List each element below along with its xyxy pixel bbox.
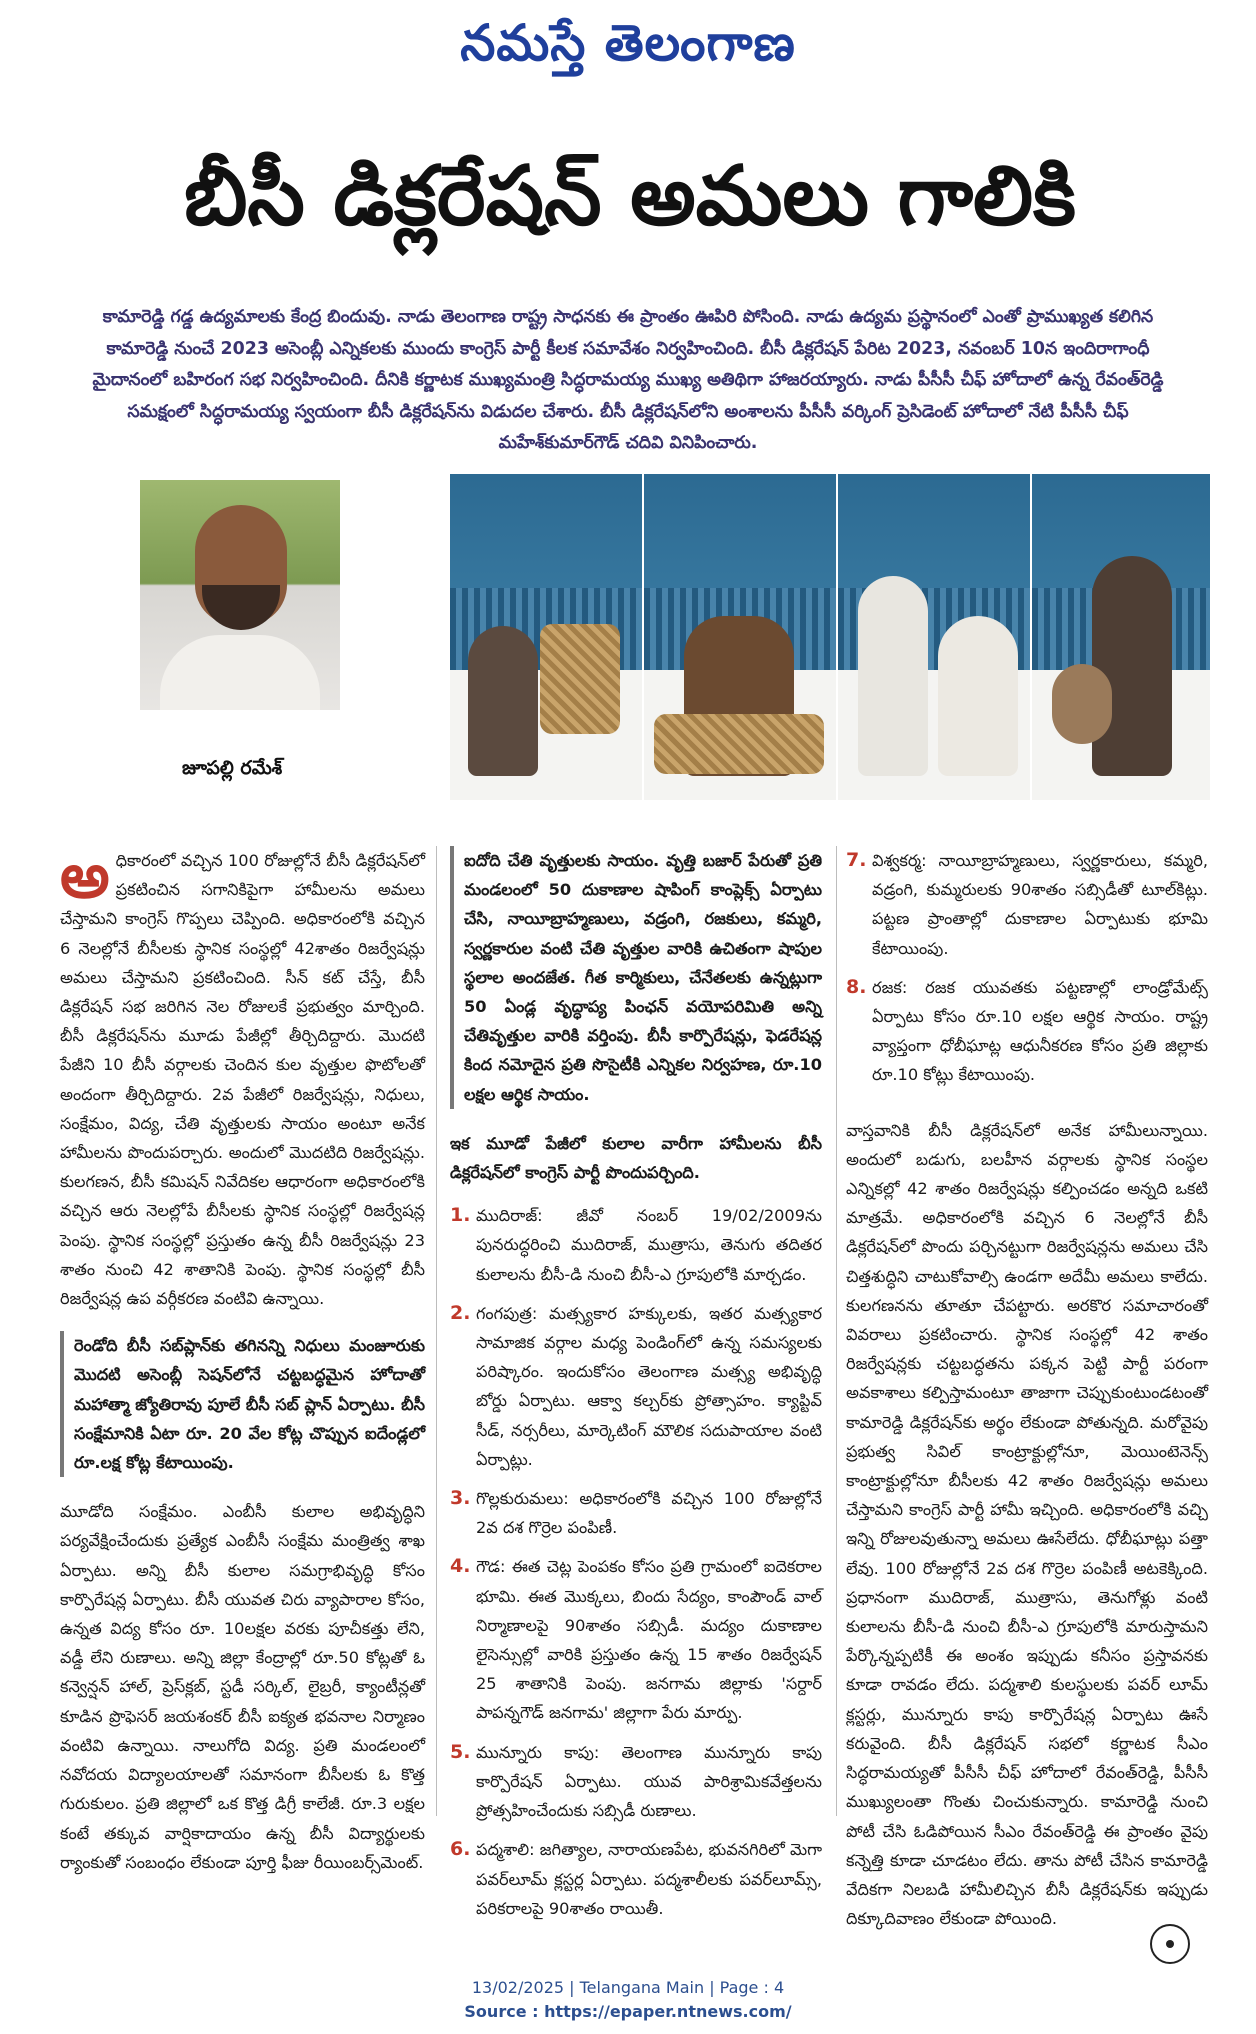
end-mark-icon [1150,1924,1190,1964]
article-intro: కామారెడ్డి గడ్డ ఉద్యమాలకు కేంద్ర బిందువు. నాడు తెలంగాణ రాష్ట్ర సాధనకు ఈ ప్రాంతం ఊపిరి పోసింది. నాడు ఉద్యమ ప్రస్థానంలో ఎంతో ప్రాముఖ్యత కలిగిన కామారెడ్డి నుంచే 2023 అసెంబ్లీ ఎన్నికలకు ముందు కాంగ్రెస్ పార్టీ కీలక సమావేశం నిర్వహించింది. బీసీ డిక్లరేషన్ పేరిట 2023, నవంబర్ 10న ఇందిరాగాంధీ మైదానంలో బహిరంగ సభ నిర్వహించింది. దీనికి కర్ణాటక ముఖ్యమంత్రి సిద్ధరామయ్య ముఖ్య అతిథిగా హాజరయ్యారు. నాడు పీసీసీ చీఫ్ హోదాలో ఉన్న రేవంత్‌రెడ్డి సమక్షంలో సిద్ధరామయ్య స్వయంగా బీసీ డిక్లరేషన్‌ను విడుదల చేశారు. బీసీ డిక్లరేషన్‌లోని అంశాలను పీసీసీ వర్కింగ్ ప్రెసిడెంట్ హోదాలో నేటి పీసీసీ చీఫ్ మహేశ్‌కుమార్‌గౌడ్ చదివి వినిపించారు. [92,307,1164,453]
page-footer [0,1976,1256,2024]
list-item: 2. గంగపుత్ర: మత్స్యకార హక్కులకు, ఇతర మత్స్యకార సామాజిక వర్గాల మధ్య పెండింగ్‌లో ఉన్న సమస్యలకు పరిష్కారం. ఇందుకోసం తెలంగాణ మత్స్య అభివృద్ధి బోర్డు ఏర్పాటు. ఆక్వా కల్చర్‌కు ప్రోత్సాహం. క్యాప్టివ్ సీడ్, నర్సరీలు, మార్కెటింగ్ మౌలిక సదుపాయాల వంటి ఏర్పాట్లు. [450,1301,822,1469]
opening-paragraph: అధికారంలో వచ్చిన 100 రోజుల్లోనే బీసీ డిక్లరేషన్‌లో ప్రకటించిన సగానికిపైగా హామీలను అమలు చేస్తామని కాంగ్రెస్ గొప్పలు చెప్పింది. అధికారంలోకి వచ్చిన 6 నెలల్లోనే బీసీలకు స్థానిక సంస్థల్లో 42శాతం రిజర్వేషన్లు అమలు చేస్తామని ప్రకటించింది. సీన్ కట్ చేస్తే, బీసీ డిక్లరేషన్ సభ జరిగిన నెల రోజులకే ప్రభుత్వం మార్చింది. బీసీ డిక్లరేషన్‌ను మూడు పేజీల్లో తీర్చిదిద్దారు. మొదటి పేజీని 10 బీసీ వర్గాలకు చెందిన కుల వృత్తుల ఫొటోలతో అందంగా తీర్చిదిద్దారు. 2వ పేజీలో రిజర్వేషన్లు, నిధులు, సంక్షేమం, విద్య, చేతి వృత్తులకు సాయం అంటూ అనేక హామీలను పొందుపర్చారు. అందులో మొదటిది రిజర్వేషన్లు. కులగణన, బీసీ కమిషన్ నివేదికల ఆధారంగా అధికారంలోకి వచ్చిన ఆరు నెలల్లోపే బీసీలకు స్థానిక సంస్థల్లో రిజర్వేషన్ల పెంపు. స్థానిక సంస్థల్లో ప్రస్తుతం ఉన్న బీసీ రిజర్వేషన్లు 23 శాతం నుంచి 42 శాతానికి పెంపు. స్థానిక సంస్థల్లో బీసీ రిజర్వేషన్ల ఉప వర్గీకరణ వంటివి ఉన్నాయి. [60,839,425,1309]
pullquote-callout: రెండోది బీసీ సబ్‌ప్లాన్‌కు తగినన్ని నిధులు మంజూరుకు మొదటి అసెంబ్లీ సెషన్‌లోనే చట్టబద్ధమైన హోదాతో మహాత్మా జ్యోతిరావు పూలే బీసీ సబ్ ప్లాన్ ఏర్పాటు. బీసీ సంక్షేమానికి ఏటా రూ. 20 వేల కోట్ల చొప్పున ఐదేండ్లలో రూ.లక్ష కోట్ల కేటాయింపు. [60,1331,425,1477]
newspaper-masthead: నమస్తే తెలంగాణ [460,14,796,72]
footer-date-line: 13/02/2025 | Telangana Main | Page : 4 [471,1978,785,1997]
column-divider [436,846,437,1816]
list-item: 6. పద్మశాలి: జగిత్యాల, నారాయణపేట, భువనగిరిలో మెగా పవర్‌లూమ్ క్లస్టర్ల ఏర్పాటు. పద్మశాలీలకు పవర్‌లూమ్స్, పరికరాలపై 90శాతం రాయితీ. [450,1838,822,1918]
list-item: 7. విశ్వకర్మ: నాయీబ్రాహ్మణులు, స్వర్ణకారులు, కమ్మరి, వడ్రంగి, కుమ్మరులకు 90శాతం సబ్సిడీతో టూల్‌కిట్లు. పట్టణ ప్రాంతాల్లో దుకాణాల ఏర్పాటుకు భూమి కేటాయింపు. [846,849,1208,958]
list-item: 5. మున్నూరు కాపు: తెలంగాణ మున్నూరు కాపు కార్పొరేషన్ ఏర్పాటు. యువ పారిశ్రామికవేత్తలను ప్రోత్సహించేందుకు సబ్సిడీ రుణాలు. [450,1740,822,1821]
article-headline: బీసీ డిక్లరేషన్ అమలు గాలికి [184,149,1076,244]
article-column-1 [60,839,425,1891]
article-column-3 [846,846,1208,1947]
photo-basket-weaver [450,474,642,800]
footer-source: Source : https://epaper.ntnews.com/ [464,2002,792,2021]
pullquote-callout: ఐదోది చేతి వృత్తులకు సాయం. వృత్తి బజార్ పేరుతో ప్రతి మండలంలో 50 దుకాణాల షాపింగ్ కాంప్లెక్స్ ఏర్పాటు చేసి, నాయీబ్రాహ్మణులు, వడ్రంగి, రజకులు, కమ్మరి, స్వర్ణకారుల వంటి చేతి వృత్తుల వారికి ఉచితంగా షాపుల స్థలాల అందజేత. గీత కార్మికులు, చేనేతలకు ఉన్నట్లుగా 50 ఏండ్ల వృద్ధాప్య పింఛన్ వయోపరిమితి అన్ని చేతివృత్తుల వారికి వర్తింపు. బీసీ కార్పొరేషన్లు, ఫెడరేషన్ల కింద నమోదైన ప్రతి సొసైటీకి ఎన్నికల నిర్వహణ, రూ.10 లక్షల ఆర్థిక సాయం. [450,846,822,1109]
list-item: 4. గౌడ: ఈత చెట్ల పెంపకం కోసం ప్రతి గ్రామంలో ఐదెకరాల భూమి. ఈత మొక్కలు, బిందు సేద్యం, కాంపౌండ్ వాల్ నిర్మాణాలపై 90శాతం సబ్సిడీ. మద్యం దుకాణాల లైసెన్సుల్లో వారికి ప్రస్తుతం ఉన్న 15 శాతం రిజర్వేషన్ 25 శాతానికి పెంపు. జనగామ జిల్లాకు 'సర్దార్ పాపన్నగౌడ్ జనగామ' జిల్లాగా పేరు మార్పు. [450,1555,822,1723]
paragraph: మూడోది సంక్షేమం. ఎంబీసీ కులాల అభివృద్ధిని పర్యవేక్షించేందుకు ప్రత్యేక ఎంబీసీ సంక్షేమ మంత్రిత్వ శాఖ ఏర్పాటు. అన్ని బీసీ కులాల సమగ్రాభివృద్ధి కోసం కార్పొరేషన్ల ఏర్పాటు. బీసీ యువత చిరు వ్యాపారాల కోసం, ఉన్నత విద్య కోసం రూ. 10లక్షల వరకు పూచీకత్తు లేని, వడ్డీ లేని రుణాలు. అన్ని జిల్లా కేంద్రాల్లో రూ.50 కోట్లతో ఓ కన్వెన్షన్ హాల్, ప్రెస్‌క్లబ్, స్టడీ సర్కిల్, లైబ్రరీ, క్యాంటీన్లతో కూడిన ప్రొఫెసర్ జయశంకర్ బీసీ ఐక్యత భవనాల నిర్మాణం వంటివి ఉన్నాయి. నాలుగోది విద్య. ప్రతి మండలంలో నవోదయ విద్యాలయాలతో సమానంగా బీసీలకు ఓ కొత్త గురుకులం. ప్రతి జిల్లాలో ఒక కొత్త డిగ్రీ కాలేజీ. రూ.3 లక్షల కంటే తక్కువ వార్షికాదాయం ఉన్న బీసీ విద్యార్థులకు ర్యాంకుతో సంబంధం లేకుండా పూర్తి ఫీజు రీయింబర్స్‌మెంట్. [60,1502,425,1872]
artisan-photo-strip [450,474,1210,800]
drop-cap: అ [60,839,110,912]
article-column-2 [450,846,822,1933]
photo-potter [1032,474,1210,800]
author-name: జూపల్లి రమేశ్ [182,757,283,779]
list-item: 3. గొల్లకురుమలు: అధికారంలోకి వచ్చిన 100 రోజుల్లోనే 2వ దశ గొర్రెల పంపిణీ. [450,1487,822,1538]
column-divider [836,846,837,1816]
closing-paragraph: వాస్తవానికి బీసీ డిక్లరేషన్‌లో అనేక హామీలున్నాయి. అందులో బడుగు, బలహీన వర్గాలకు స్థానిక సంస్థల ఎన్నికల్లో 42 శాతం రిజర్వేషన్లు కల్పించడం అన్నది ఒకటి మాత్రమే. అధికారంలోకి వచ్చిన 6 నెలల్లోనే బీసీ డిక్లరేషన్‌లో పొందు పర్చినట్టుగా రిజర్వేషన్లను అమలు చేసి చిత్తశుద్ధిని చాటుకోవాల్సి ఉండగా అదేమీ అమలు కాలేదు. కులగణనను తూతూ చేపట్టారు. అరకొర సమాచారంతో వివరాలు ప్రకటించారు. స్థానిక సంస్థల్లో 42 శాతం రిజర్వేషన్లకు చట్టబద్ధతను పక్కన పెట్టి పార్టీ పరంగా అవకాశాలు కల్పిస్తామంటూ తాజాగా చెప్పుకుంటుండటంతో కామారెడ్డి డిక్లరేషన్‌కు అర్థం లేకుండా పోతున్నది. మరోవైపు ప్రభుత్వ సివిల్ కాంట్రాక్టుల్లోనూ, మెయింటెనెన్స్ కాంట్రాక్టుల్లోనూ బీసీలకు 42 శాతం రిజర్వేషన్లు అమలు చేస్తామని కాంగ్రెస్ పార్టీ హామీ ఇచ్చింది. అధికారంలోకి వచ్చి ఇన్ని రోజులవుతున్నా అమలు ఊసేలేదు. ధోబీఘాట్లు పత్తా లేవు. 100 రోజుల్లోనే 2వ దశ గొర్రెల పంపిణీ అటకెక్కింది. ప్రధానంగా ముదిరాజ్, ముత్రాసు, తెనుగోళ్లు వంటి కులాలను బీసీ-డి నుంచి బీసీ-ఎ గ్రూపులోకి మారుస్తామని పేర్కొన్నప్పటికీ ఈ అంశం ఇప్పుడు కనీసం ప్రస్తావనకు కూడా రావడం లేదు. పద్మశాలి కులస్థులకు పవర్ లూమ్ క్లస్టర్లు, మున్నూరు కాపు కార్పొరేషన్ల ఏర్పాటు ఊసే కరువైంది. బీసీ డిక్లరేషన్ సభలో కర్ణాటక సీఎం సిద్ధరామయ్యతో పీసీసీ చీఫ్ హోదాలో రేవంత్‌రెడ్డి, పీసీసీ ముఖ్యులంతా గొంతు చించుకున్నారు. కామారెడ్డి నుంచి పోటీ చేసి ఓడిపోయిన సీఎం రేవంత్‌రెడ్డి ఈ ప్రాంతం వైపు కన్నెత్తి కూడా చూడటం లేదు. తాను పోటీ చేసిన కామారెడ్డి వేదికగా నిలబడి హామీలిచ్చిన బీసీ డిక్లరేషన్‌కు ఇప్పుడు దిక్కూదివాణం లేకుండా పోయింది. [846,1120,1208,1929]
list-lead: ఇక మూడో పేజీలో కులాల వారీగా హామీలను బీసీ డిక్లరేషన్‌లో కాంగ్రెస్ పార్టీ పొందుపర్చింది. [450,1133,822,1183]
photo-woman-weaver [644,474,836,800]
author-photo [140,480,340,710]
photo-barber [838,474,1030,800]
list-item: 1. ముదిరాజ్: జీవో నంబర్ 19/02/2009ను పునరుద్ధరించి ముదిరాజ్, ముత్రాసు, తెనుగు తదితర కులాలను బీసీ-డి నుంచి బీసీ-ఎ గ్రూపులోకి మార్చడం. [450,1204,822,1284]
list-item: 8. రజక: రజక యువతకు పట్టణాల్లో లాండ్రోమేట్స్ ఏర్పాటు కోసం రూ.10 లక్షల ఆర్థిక సాయం. రాష్ట్ర వ్యాప్తంగా ధోబీఘాట్ల ఆధునీకరణ కోసం ప్రతి జిల్లాకు రూ.10 కోట్లు కేటాయింపు. [846,975,1208,1085]
